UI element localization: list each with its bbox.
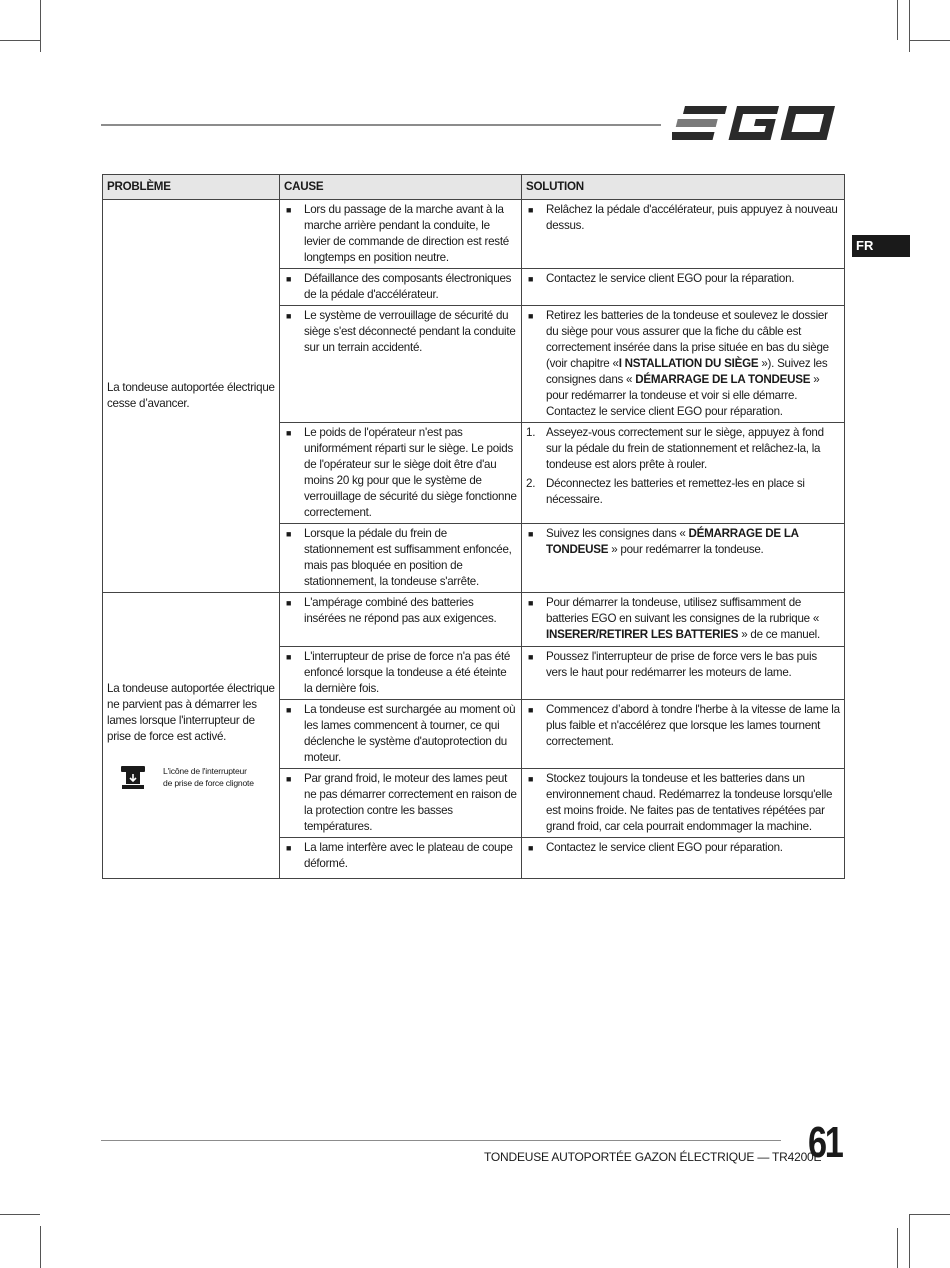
bold-ref: I NSTALLATION DU SIÈGE <box>618 357 759 370</box>
bullet: ■ <box>286 205 292 215</box>
solution-cell: ■ Relâchez la pédale d'accélérateur, puis appuyez à nouveau dessus. <box>522 200 845 269</box>
cause-cell: ■ Lorsque la pédale du frein de stationnement est suffisamment enfoncée, mais pas bloquée en position de stationnement, la tondeuse s'arrête. <box>280 524 522 593</box>
crop-mark <box>0 40 40 41</box>
bullet: ■ <box>528 205 534 215</box>
solution-cell <box>522 423 845 524</box>
ego-logo <box>672 102 844 144</box>
bullet: ■ <box>286 529 292 539</box>
bullet: ■ <box>528 274 534 284</box>
table-header-row <box>103 175 845 200</box>
solution-cell: ■ Commencez d’abord à tondre l'herbe à la vitesse de lame la plus faible et n'accélérez que lorsque les lames tournent correctement. <box>522 700 845 769</box>
cause-cell: ■ Le système de verrouillage de sécurité du siège s'est déconnecté pendant la conduite sur un terrain accidenté. <box>280 306 522 423</box>
bullet: ■ <box>286 705 292 715</box>
bold-ref: INSERER/RETIRER LES BATTERIES <box>546 628 739 641</box>
bullet: ■ <box>286 311 292 321</box>
solution-cell: ■ Retirez les batteries de la tondeuse et soulevez le dossier du siège pour vous assurer que la fiche du câble est correctement insérée dans la prise située en bas du siège (voir chapitre «I NSTALLATION DU SIÈGE »). Suivez les consignes dans « DÉMARRAGE DE LA TONDEUSE » pour redémarrer la tondeuse et voir si elle démarre. Contactez le service client EGO pour réparation. <box>522 306 845 423</box>
footer-rule <box>101 1140 781 1141</box>
bold-ref: DÉMARRAGE DE LA TONDEUSE <box>546 527 799 556</box>
step-item: 1. Asseyez-vous correctement sur le siège, appuyez à fond sur la pédale du frein de stationnement et relâchez-la, la tondeuse est alors prête à rouler. <box>526 426 824 471</box>
cause-cell: ■ La lame interfère avec le plateau de coupe déformé. <box>280 838 522 879</box>
crop-mark <box>40 1226 41 1268</box>
crop-mark <box>40 0 41 52</box>
cause-cell: ■ L'interrupteur de prise de force n'a pas été enfoncé lorsque la tondeuse a été éteinte la dernière fois. <box>280 647 522 700</box>
header-cause: CAUSE <box>280 175 522 200</box>
bullet: ■ <box>286 274 292 284</box>
header-solution: SOLUTION <box>522 175 845 200</box>
solution-cell: ■ Contactez le service client EGO pour réparation. <box>522 838 845 879</box>
problem-cell <box>103 593 280 879</box>
language-tab: FR <box>852 235 910 257</box>
troubleshooting-table <box>102 174 845 879</box>
solution-cell: ■ Suivez les consignes dans « DÉMARRAGE DE LA TONDEUSE » pour redémarrer la tondeuse. <box>522 524 845 593</box>
crop-mark <box>0 1214 40 1215</box>
table-row <box>103 200 845 269</box>
table-row <box>103 593 845 647</box>
step-item: 2. Déconnectez les batteries et remettez-les en place si nécessaire. <box>526 477 805 506</box>
bullet: ■ <box>528 598 534 608</box>
crop-mark <box>897 1228 898 1268</box>
cause-cell: ■ Lors du passage de la marche avant à la marche arrière pendant la conduite, le levier de commande de direction est resté longtemps en position neutre. <box>280 200 522 269</box>
page-number: 61 <box>808 1118 842 1167</box>
cause-cell: ■ La tondeuse est surchargée au moment où les lames commencent à tourner, ce qui déclenche le système d'autoprotection du moteur. <box>280 700 522 769</box>
crop-mark <box>909 40 950 41</box>
solution-cell: ■ Poussez l'interrupteur de prise de force vers le bas puis vers le haut pour redémarrer les moteurs de lame. <box>522 647 845 700</box>
header-rule <box>101 124 661 126</box>
bullet: ■ <box>528 774 534 784</box>
bullet: ■ <box>286 843 292 853</box>
cause-cell: ■ L'ampérage combiné des batteries insérées ne répond pas aux exigences. <box>280 593 522 647</box>
pto-icon-caption: L'icône de l'interrupteur de prise de force clignote <box>163 765 254 788</box>
pto-switch-icon <box>119 763 147 791</box>
problem-text: La tondeuse autoportée électrique ne parvient pas à démarrer les lames lorsque l'interrupteur de prise de force est activé. <box>107 681 275 743</box>
pto-icon-note <box>119 763 275 791</box>
cause-cell: ■ Défaillance des composants électroniques de la pédale d'accélérateur. <box>280 269 522 306</box>
bullet: ■ <box>528 705 534 715</box>
solution-cell: ■ Pour démarrer la tondeuse, utilisez suffisamment de batteries EGO en suivant les consignes de la rubrique « INSERER/RETIRER LES BATTERIES » de ce manuel. <box>522 593 845 647</box>
cause-cell: ■ Par grand froid, le moteur des lames peut ne pas démarrer correctement en raison de la protection contre les basses températures. <box>280 769 522 838</box>
footer-title: TONDEUSE AUTOPORTÉE GAZON ÉLECTRIQUE — TR4200E <box>484 1150 822 1164</box>
solution-cell: ■ Contactez le service client EGO pour la réparation. <box>522 269 845 306</box>
bullet: ■ <box>528 529 534 539</box>
crop-mark <box>909 0 910 52</box>
solution-cell: ■ Stockez toujours la tondeuse et les batteries dans un environnement chaud. Redémarrez la tondeuse lorsqu'elle est moins froide. Ne faites pas de tentatives répétées par grand froid, car cela pourrait endommager la machine. <box>522 769 845 838</box>
problem-cell: La tondeuse autoportée électrique cesse d’avancer. <box>103 200 280 593</box>
header-problem: PROBLÈME <box>103 175 280 200</box>
bullet: ■ <box>528 311 534 321</box>
cause-cell: ■ Le poids de l'opérateur n'est pas uniformément réparti sur le siège. Le poids de l'opérateur sur le siège doit être d'au moins 20 kg pour que le système de verrouillage de sécurité du siège fonctionne correctement. <box>280 423 522 524</box>
crop-mark <box>909 1214 910 1268</box>
bullet: ■ <box>286 598 292 608</box>
bullet: ■ <box>528 652 534 662</box>
crop-mark <box>909 1214 950 1215</box>
bold-ref: DÉMARRAGE DE LA TONDEUSE <box>635 373 811 386</box>
bullet: ■ <box>528 843 534 853</box>
bullet: ■ <box>286 652 292 662</box>
crop-mark <box>897 0 898 40</box>
bullet: ■ <box>286 428 292 438</box>
bullet: ■ <box>286 774 292 784</box>
